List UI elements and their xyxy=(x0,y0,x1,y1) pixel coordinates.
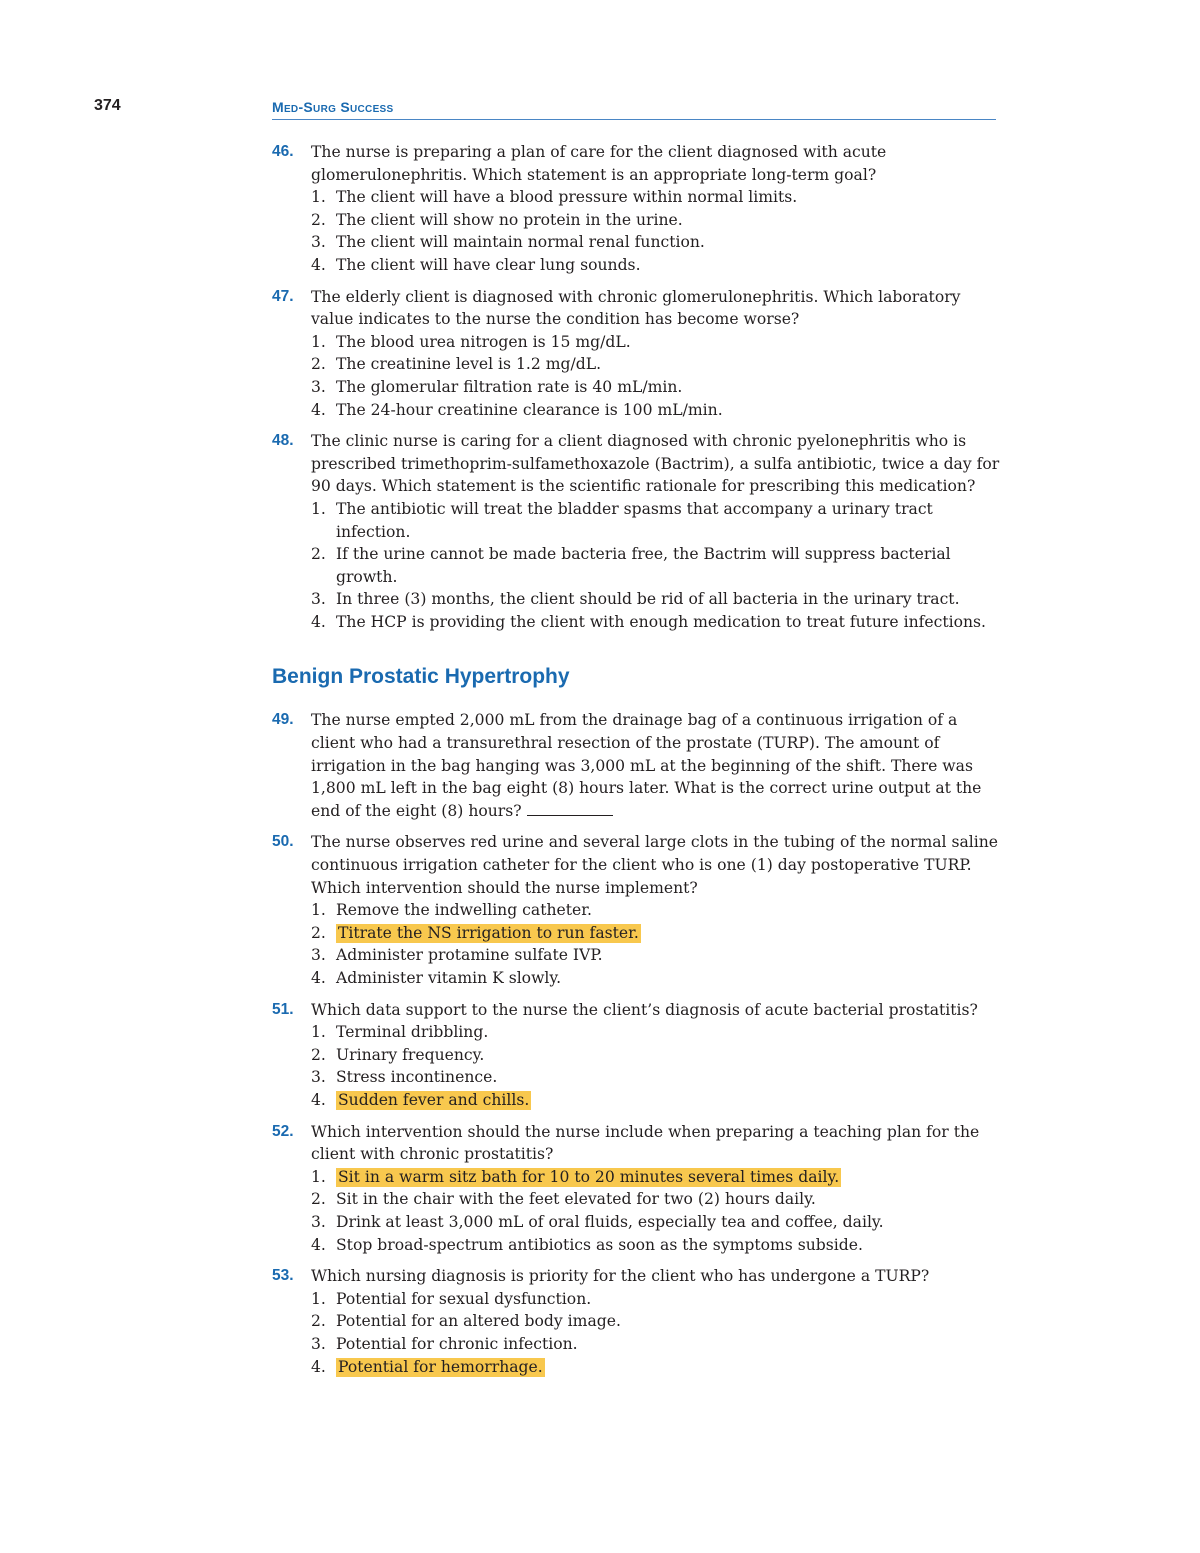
option-label: The client will maintain normal renal function. xyxy=(336,233,705,252)
answer-option[interactable] xyxy=(311,376,1002,399)
running-head: Med-Surg Success xyxy=(272,99,394,115)
option-number: 1. xyxy=(311,1289,326,1308)
answer-option[interactable] xyxy=(311,944,1002,967)
highlighted-answer: Sudden fever and chills. xyxy=(338,1090,530,1109)
option-label: The client will show no protein in the urine. xyxy=(336,210,683,229)
option-number: 1. xyxy=(311,499,326,518)
option-number: 4. xyxy=(311,255,326,274)
option-text xyxy=(336,543,1002,588)
option-number: 2. xyxy=(311,1045,326,1064)
answer-option[interactable] xyxy=(311,543,1002,588)
answer-option[interactable] xyxy=(311,1066,1002,1089)
option-text xyxy=(336,1188,1002,1211)
answer-option[interactable] xyxy=(311,899,1002,922)
question-stem: Which intervention should the nurse include when preparing a teaching plan for the client with chronic prostatitis? xyxy=(311,1122,980,1164)
option-number: 4. xyxy=(311,1090,326,1109)
page-header xyxy=(0,0,1200,130)
option-number: 2. xyxy=(311,545,326,564)
option-text xyxy=(336,1333,1002,1356)
option-text xyxy=(336,254,1002,277)
option-text xyxy=(336,186,1002,209)
option-text xyxy=(336,588,1002,611)
question-number: 50. xyxy=(272,833,294,851)
answer-option[interactable] xyxy=(311,254,1002,277)
option-number: 4. xyxy=(311,1235,326,1254)
option-label: The glomerular filtration rate is 40 mL/min. xyxy=(336,377,683,396)
option-text xyxy=(336,1356,1002,1379)
option-text xyxy=(336,1234,1002,1257)
question-stem: The nurse empted 2,000 mL from the drainage bag of a continuous irrigation of a client who had a transurethral resection of the prostate (TURP). The amount of irrigation in the bag hanging was 3,000 mL at the beginning of the shift. There was 1,800 mL left in the bag eight (8) hours later. What is the correct urine output at the end of the eight (8) hours? xyxy=(311,711,982,820)
option-label: Administer protamine sulfate IVP. xyxy=(336,946,603,965)
page-content xyxy=(272,141,1002,1387)
option-text xyxy=(336,231,1002,254)
option-text xyxy=(336,331,1002,354)
question-number: 49. xyxy=(272,711,294,729)
option-text xyxy=(336,1288,1002,1311)
option-number: 1. xyxy=(311,901,326,920)
option-number: 3. xyxy=(311,1212,326,1231)
question-number: 48. xyxy=(272,432,294,450)
option-number: 2. xyxy=(311,1190,326,1209)
question-stem: Which nursing diagnosis is priority for the client who has undergone a TURP? xyxy=(311,1267,930,1286)
question-stem: Which data support to the nurse the client’s diagnosis of acute bacterial prostatitis? xyxy=(311,1000,978,1019)
answer-option[interactable] xyxy=(311,1188,1002,1211)
option-text xyxy=(336,1021,1002,1044)
answer-option[interactable] xyxy=(311,588,1002,611)
question-50 xyxy=(272,831,1002,989)
answer-options xyxy=(311,498,1002,634)
option-text xyxy=(336,353,1002,376)
option-label: The client will have clear lung sounds. xyxy=(336,255,641,274)
answer-option[interactable] xyxy=(311,1288,1002,1311)
option-label: Sit in the chair with the feet elevated for two (2) hours daily. xyxy=(336,1190,816,1209)
option-number: 4. xyxy=(311,1357,326,1376)
option-text xyxy=(336,399,1002,422)
option-number: 2. xyxy=(311,355,326,374)
answer-option[interactable] xyxy=(311,1234,1002,1257)
question-52 xyxy=(272,1121,1002,1257)
answer-option[interactable] xyxy=(311,331,1002,354)
answer-options xyxy=(311,899,1002,989)
answer-option[interactable] xyxy=(311,1211,1002,1234)
question-46 xyxy=(272,141,1002,277)
option-label: Administer vitamin K slowly. xyxy=(336,969,562,987)
answer-options xyxy=(311,1166,1002,1256)
answer-options xyxy=(311,1021,1002,1111)
option-label: Potential for sexual dysfunction. xyxy=(336,1289,592,1308)
answer-option[interactable] xyxy=(311,1166,1002,1189)
answer-option[interactable] xyxy=(311,353,1002,376)
question-stem: The nurse is preparing a plan of care for the client diagnosed with acute glomerulonephritis. Which statement is an appropriate long-term goal? xyxy=(311,143,887,184)
option-text xyxy=(336,376,1002,399)
option-label: The HCP is providing the client with enough medication to treat future infections. xyxy=(336,612,987,631)
page-number: 374 xyxy=(94,97,121,114)
option-number: 1. xyxy=(311,188,326,207)
answer-blank[interactable] xyxy=(527,801,613,816)
highlighted-answer: Titrate the NS irrigation to run faster. xyxy=(338,923,639,942)
option-text xyxy=(336,1211,1002,1234)
answer-option[interactable] xyxy=(311,1333,1002,1356)
answer-option[interactable] xyxy=(311,1310,1002,1333)
question-number: 52. xyxy=(272,1122,294,1140)
header-rule xyxy=(272,119,996,120)
option-label: Drink at least 3,000 mL of oral fluids, especially tea and coffee, daily. xyxy=(336,1212,884,1231)
option-text xyxy=(336,498,1002,543)
option-number: 1. xyxy=(311,1023,326,1042)
question-49 xyxy=(272,709,1002,822)
question-list-prostate xyxy=(272,831,1002,1378)
option-text xyxy=(336,1166,1002,1189)
highlighted-answer: Sit in a warm sitz bath for 10 to 20 minutes several times daily. xyxy=(338,1167,840,1186)
option-label: In three (3) months, the client should be rid of all bacteria in the urinary tract. xyxy=(336,590,960,609)
question-53 xyxy=(272,1265,1002,1378)
question-48 xyxy=(272,430,1002,633)
option-number: 4. xyxy=(311,612,326,631)
answer-option[interactable] xyxy=(311,209,1002,232)
question-stem: The clinic nurse is caring for a client diagnosed with chronic pyelonephritis who is prescribed trimethoprim-sulfamethoxazole (Bactrim), a sulfa antibiotic, twice a day for 90 days. Which statement is the scientific rationale for prescribing this medication? xyxy=(311,432,1000,496)
option-label: Urinary frequency. xyxy=(336,1045,485,1064)
option-number: 3. xyxy=(311,233,326,252)
answer-option[interactable] xyxy=(311,498,1002,543)
option-label: Remove the indwelling catheter. xyxy=(336,901,592,920)
answer-options xyxy=(311,331,1002,421)
answer-option[interactable] xyxy=(311,1044,1002,1067)
highlighted-answer: Potential for hemorrhage. xyxy=(338,1357,543,1376)
option-label: Stress incontinence. xyxy=(336,1068,498,1087)
option-label: Potential for chronic infection. xyxy=(336,1334,578,1353)
answer-options xyxy=(311,186,1002,276)
option-number: 3. xyxy=(311,590,326,609)
question-47 xyxy=(272,286,1002,422)
option-label: The client will have a blood pressure within normal limits. xyxy=(336,188,798,207)
option-number: 1. xyxy=(311,1167,326,1186)
section-heading: Benign Prostatic Hypertrophy xyxy=(272,665,570,689)
option-number: 3. xyxy=(311,377,326,396)
option-text xyxy=(336,922,1002,945)
answer-option[interactable] xyxy=(311,922,1002,945)
question-list-glomerulonephritis xyxy=(272,141,1002,633)
option-number: 4. xyxy=(311,400,326,419)
question-51 xyxy=(272,999,1002,1112)
question-number: 47. xyxy=(272,287,294,305)
question-number: 53. xyxy=(272,1267,294,1285)
option-label: Stop broad-spectrum antibiotics as soon as the symptoms subside. xyxy=(336,1235,863,1254)
option-number: 3. xyxy=(311,1334,326,1353)
option-text xyxy=(336,944,1002,967)
option-text xyxy=(336,1066,1002,1089)
answer-option[interactable] xyxy=(311,186,1002,209)
question-number: 46. xyxy=(272,143,294,160)
option-label: The blood urea nitrogen is 15 mg/dL. xyxy=(336,332,631,351)
answer-option[interactable] xyxy=(311,611,1002,634)
answer-option[interactable] xyxy=(311,1356,1002,1379)
answer-option[interactable] xyxy=(311,231,1002,254)
option-number: 1. xyxy=(311,332,326,351)
option-text xyxy=(336,209,1002,232)
option-label: The antibiotic will treat the bladder spasms that accompany a urinary tract infection. xyxy=(336,499,933,541)
question-stem: The nurse observes red urine and several large clots in the tubing of the normal saline continuous irrigation catheter for the client who is one (1) day postoperative TURP. Which intervention should the nurse implement? xyxy=(311,833,999,897)
option-label: If the urine cannot be made bacteria free, the Bactrim will suppress bacterial growth. xyxy=(336,545,951,586)
option-number: 2. xyxy=(311,210,326,229)
answer-option[interactable] xyxy=(311,399,1002,422)
answer-option[interactable] xyxy=(311,967,1002,990)
option-text xyxy=(336,1310,1002,1333)
option-number: 2. xyxy=(311,1312,326,1331)
option-text xyxy=(336,1044,1002,1067)
option-text xyxy=(336,899,1002,922)
option-text xyxy=(336,611,1002,634)
answer-option[interactable] xyxy=(311,1089,1002,1112)
option-text xyxy=(336,967,1002,990)
option-number: 3. xyxy=(311,946,326,965)
option-text xyxy=(336,1089,1002,1112)
option-number: 3. xyxy=(311,1068,326,1087)
answer-option[interactable] xyxy=(311,1021,1002,1044)
question-stem: The elderly client is diagnosed with chronic glomerulonephritis. Which laboratory value indicates to the nurse the condition has become worse? xyxy=(311,287,961,329)
option-label: Terminal dribbling. xyxy=(336,1023,489,1042)
option-label: The 24-hour creatinine clearance is 100 mL/min. xyxy=(336,400,723,419)
question-number: 51. xyxy=(272,1000,294,1018)
option-label: The creatinine level is 1.2 mg/dL. xyxy=(336,355,602,374)
option-label: Potential for an altered body image. xyxy=(336,1312,621,1331)
option-number: 2. xyxy=(311,923,326,942)
option-number: 4. xyxy=(311,969,326,987)
answer-options xyxy=(311,1288,1002,1378)
